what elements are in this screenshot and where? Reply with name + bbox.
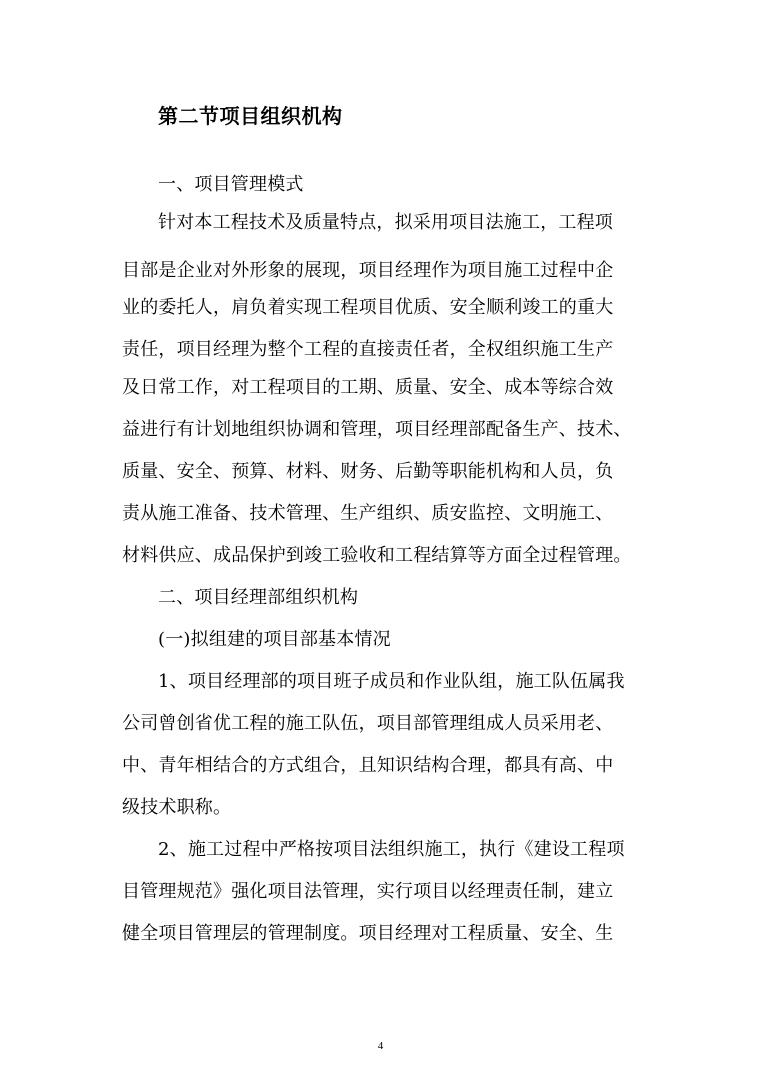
paragraph-line: 质量、安全、预算、材料、财务、后勤等职能机构和人员，负 (122, 461, 614, 482)
paragraph-line: 责从施工准备、技术管理、生产组织、质安监控、文明施工、 (122, 503, 614, 524)
paragraph-line: 业的委托人，肩负着实现工程项目优质、安全顺利竣工的重大 (122, 297, 614, 318)
paragraph-line: 益进行有计划地组织协调和管理，项目经理部配备生产、技术、 (122, 419, 632, 440)
paragraph-line: 及日常工作，对工程项目的工期、质量、安全、成本等综合效 (122, 377, 614, 398)
paragraph-line: 材料供应、成品保护到竣工验收和工程结算等方面全过程管理。 (122, 545, 632, 566)
item-1-line: 1、项目经理部的项目班子成员和作业队组，施工队伍属我 (158, 671, 625, 692)
page-number: 4 (377, 1040, 384, 1052)
item-1-line: 级技术职称。 (122, 797, 232, 818)
item-1-line: 中、青年相结合的方式组合，且知识结构合理，都具有高、中 (122, 755, 614, 776)
item-2-line: 健全项目管理层的管理制度。项目经理对工程质量、安全、生 (122, 923, 614, 944)
heading-project-management-mode: 一、项目管理模式 (158, 174, 304, 195)
paragraph-line: 针对本工程技术及质量特点，拟采用项目法施工，工程项 (158, 212, 613, 233)
item-2-line: 目管理规范》强化项目法管理，实行项目以经理责任制，建立 (122, 881, 614, 902)
heading-project-department-organization: 二、项目经理部组织机构 (158, 587, 359, 608)
paragraph-line: 目部是企业对外形象的展现，项目经理作为项目施工过程中企 (122, 260, 614, 281)
item-1-line: 公司曾创省优工程的施工队伍，项目部管理组成人员采用老、 (122, 713, 614, 734)
subheading-project-department-basic-info: (一)拟组建的项目部基本情况 (158, 629, 391, 650)
paragraph-line: 责任，项目经理为整个工程的直接责任者，全权组织施工生产 (122, 339, 614, 360)
item-2-line: 2、施工过程中严格按项目法组织施工，执行《建设工程项 (158, 839, 625, 860)
section-title: 第二节项目组织机构 (158, 104, 343, 128)
